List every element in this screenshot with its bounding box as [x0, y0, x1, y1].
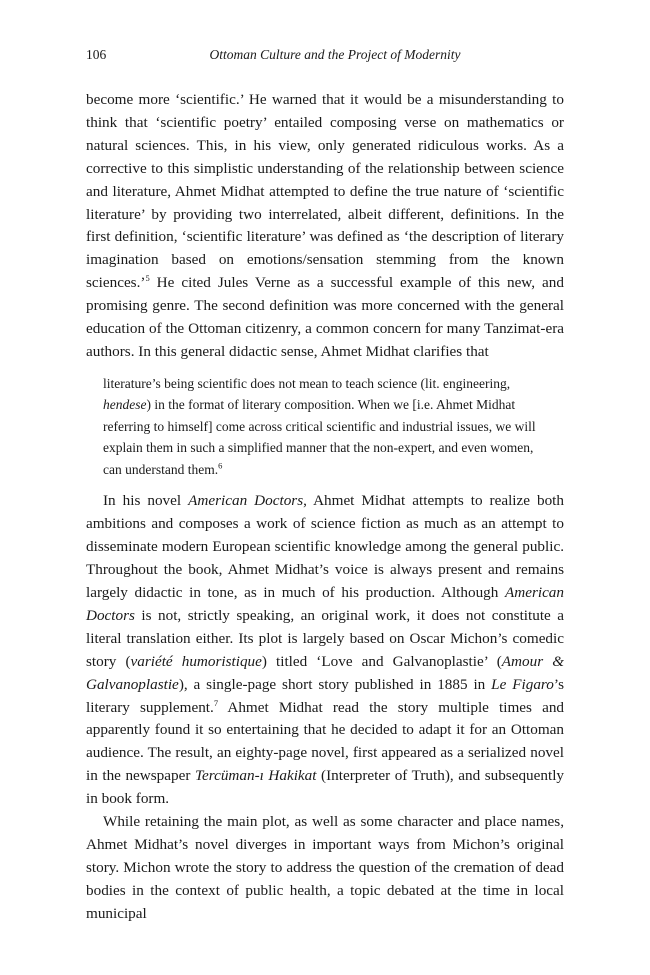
quote-text: ) in the format of literary composition. When we [i.e. Ahmet Midhat referring to himself] come across critical scientific and industrial issues, we will explain them in such a simplified manner that the non-expert, and even women, can understand them.	[103, 397, 536, 477]
paragraph-text: Ahmet Midhat read the story multiple times and apparently found it so entertaining that he decided to adapt it for an Ottoman audience. The result, an eighty-page novel, first appeared as a serialized novel in the newspaper	[86, 698, 565, 785]
footnote-marker[interactable]: 6	[218, 460, 223, 471]
paragraph-text: In his novel	[103, 492, 189, 510]
paragraph	[86, 490, 564, 811]
paragraph	[86, 811, 564, 926]
italic-term: variété humoristique	[130, 652, 262, 670]
quote-text: literature’s being scientific does not mean to teach science (lit. engineering,	[103, 375, 511, 391]
book-title: American Doctors	[188, 492, 304, 510]
running-title: Ottoman Culture and the Project of Modernity	[209, 47, 461, 62]
paragraph-text: He cited Jules Verne as a successful example of this new, and promising genre. The second definition was more concerned with the general education of the Ottoman citizenry, a common concern for many Tanzimat-era authors. In this general didactic sense, Ahmet Midhat clarifies that	[86, 274, 564, 360]
page-number: 106	[86, 47, 107, 62]
quote-italic-term: hendese	[103, 397, 147, 413]
body-text	[86, 89, 564, 926]
paragraph-text: ) titled ‘Love and Galvanoplastie’ (	[261, 652, 502, 670]
footnote-marker[interactable]: 7	[213, 697, 219, 708]
paragraph-text: ), a single-page short story published in 1885 in	[178, 675, 492, 693]
paragraph-text: become more ‘scientific.’ He warned that it would be a misunderstanding to think that ‘scientific poetry’ entailed composing verse on mathematics or natural sciences. This, in his view, only generated ridiculous works. As a corrective to this simplistic understanding of the relationship between science and literature, Ahmet Midhat attempted to define the true nature of ‘scientific literature’ by providing two interrelated, albeit different, definitions. In the first definition, ‘scientific literature’ was defined as ‘the description of literary imagination based on emotions/sensation stemming from the known sciences.’	[86, 91, 564, 292]
paragraph-text: (Interpreter of Truth), and subsequently in book form.	[86, 767, 565, 808]
paragraph-text: is not, strictly speaking, an original work, it does not constitute a literal translation either. Its plot is largely based on Oscar Michon’s comedic story (	[86, 606, 564, 670]
running-head	[86, 44, 564, 66]
paragraph-text: ’s literary supplement.	[86, 675, 564, 716]
block-quote	[103, 373, 548, 481]
story-title: Amour & Galvanoplastie	[86, 652, 565, 693]
paragraph-text: , Ahmet Midhat attempts to realize both ambitions and composes a work of science fiction as much as an attempt to disseminate modern European scientific knowledge among the general public. Throughout the book, Ahmet Midhat’s voice is always present and remains largely didactic in tone, as in much of his production. Although	[86, 492, 564, 601]
paragraph-text: While retaining the main plot, as well as some character and place names, Ahmet Midhat’s novel diverges in important ways from Michon’s original story. Michon wrote the story to address the question of the cremation of dead bodies in the context of public health, a topic debated at the time in local municipal	[86, 813, 564, 922]
newspaper-title: Tercüman-ı Hakikat	[194, 767, 317, 785]
footnote-marker[interactable]: 5	[145, 273, 150, 284]
book-title: American Doctors	[86, 584, 564, 624]
newspaper-title: Le Figaro	[491, 675, 554, 693]
paragraph-continued	[86, 89, 564, 364]
